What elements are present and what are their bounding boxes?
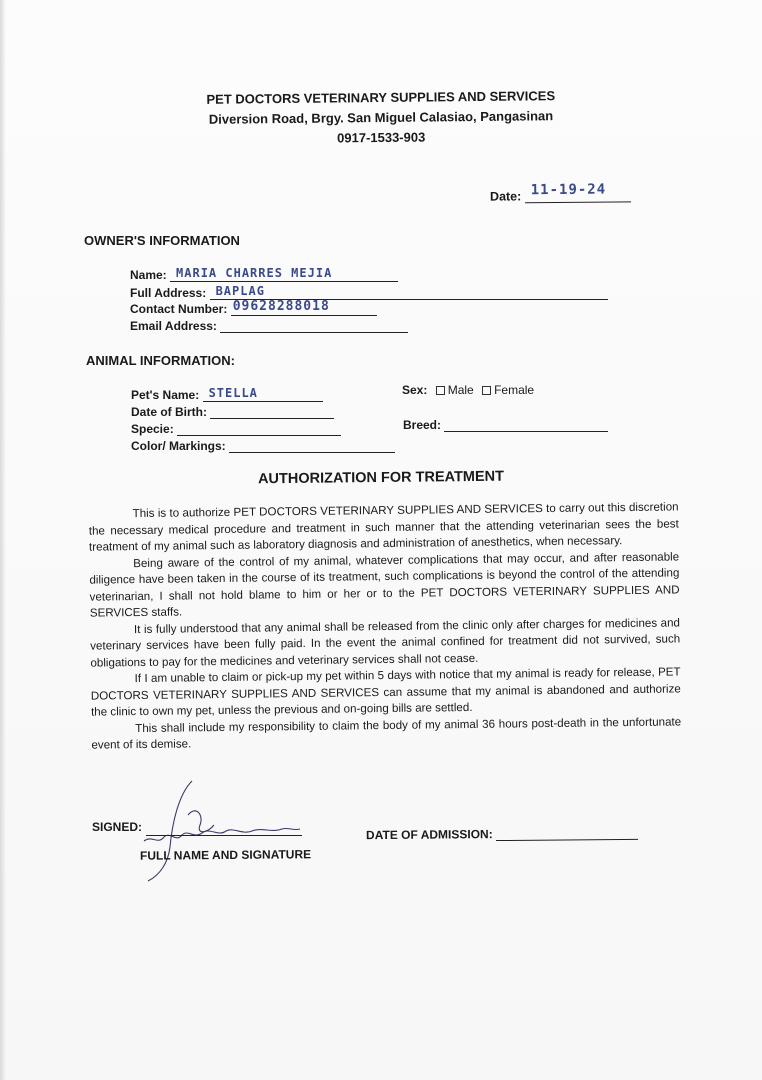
color-markings-field[interactable] [131, 438, 395, 453]
authorization-paragraph: This is to authorize PET DOCTORS VETERINARY SUPPLIES AND SERVICES to carry out this discretion the necessary medical procedure and treatment in such manner that the attending veterinarian sees the best treatment of my animal such as laboratory diagnosis and administration of anesthetics, when necessary. [88, 500, 679, 554]
owner-contact-value: 09628288018 [232, 299, 330, 314]
owner-address-label: Full Address: [130, 286, 207, 300]
date-value: 11-19-24 [530, 181, 607, 199]
company-phone: 0917-1533-903 [337, 129, 426, 146]
pet-name-label: Pet's Name: [131, 388, 200, 402]
authorization-title: AUTHORIZATION FOR TREATMENT [257, 468, 505, 488]
date-line [525, 181, 631, 203]
specie-field[interactable] [131, 421, 341, 436]
authorization-paragraph: If I am unable to claim or pick-up my pet within 5 days with notice that my animal is ready for release, PET DOCTORS VETERINARY SUPPLIES AND SERVICES can assume that my animal is abandoned and authorize the clinic to own my pet, unless the previous and on-going bills are settled. [90, 665, 681, 719]
sex-field [402, 383, 534, 397]
admission-line [496, 825, 638, 841]
authorization-body [89, 499, 682, 754]
owner-name-label: Name: [130, 268, 167, 282]
owner-section-title: OWNER'S INFORMATION [84, 233, 240, 248]
scan-edge-shadow [0, 0, 6, 1080]
owner-email-field[interactable] [130, 318, 408, 333]
animal-section-title: ANIMAL INFORMATION: [86, 353, 235, 368]
female-label: Female [494, 383, 535, 397]
owner-contact-field[interactable] [130, 301, 377, 316]
authorization-paragraph: Being aware of the control of my animal, whatever complications that may occur, and after reasonable diligence have been taken in the course of its treatment, such complications is beyond the control of the attending veterinarian, I shall not hold blame to him or her or to the PET DOCTORS VETERINARY SUPPLIES AND SERVICES staffs. [89, 549, 680, 620]
breed-field[interactable] [403, 417, 608, 432]
male-checkbox[interactable] [436, 386, 445, 395]
color-markings-line [229, 438, 395, 453]
owner-email-label: Email Address: [130, 319, 217, 333]
company-address: Diversion Road, Brgy. San Miguel Calasiao, Pangasinan [208, 108, 554, 127]
sex-label: Sex: [402, 383, 428, 397]
owner-address-line [210, 285, 608, 300]
signature-field[interactable] [92, 818, 302, 836]
pet-name-value: STELLA [208, 386, 258, 400]
owner-address-field[interactable] [130, 285, 608, 300]
dob-label: Date of Birth: [131, 405, 207, 419]
owner-address-value: BAPLAG [215, 284, 265, 298]
breed-line [444, 417, 608, 432]
authorization-paragraph: This shall include my responsibility to claim the body of my animal 36 hours post-death in the unfortunate event of its demise. [91, 714, 682, 752]
date-of-admission-field[interactable] [366, 825, 638, 842]
color-markings-label: Color/ Markings: [131, 439, 226, 453]
authorization-paragraph: It is fully understood that any animal shall be released from the clinic only after charges for medicines and veterinary services have been fully paid. In the event the animal confined for treatment did not survived, such obligations to pay for the medicines and veterinary services shall not cease. [90, 615, 681, 670]
pet-name-field[interactable] [131, 387, 323, 402]
admission-label: DATE OF ADMISSION: [365, 827, 493, 843]
owner-contact-label: Contact Number: [130, 302, 228, 316]
male-label: Male [447, 383, 474, 397]
full-name-signature-label: FULL NAME AND SIGNATURE [139, 847, 312, 863]
owner-name-line [170, 267, 398, 282]
specie-line [177, 421, 341, 436]
dob-line [210, 404, 334, 419]
company-name: PET DOCTORS VETERINARY SUPPLIES AND SERVICES [206, 88, 556, 107]
date-field[interactable] [489, 181, 631, 204]
owner-name-value: MARIA CHARRES MEJIA [176, 266, 333, 280]
owner-name-field[interactable] [130, 267, 398, 282]
breed-label: Breed: [403, 418, 442, 432]
dob-field[interactable] [131, 404, 334, 419]
signature-line [146, 821, 302, 836]
form-header [0, 84, 762, 152]
pet-name-line [203, 387, 323, 402]
female-checkbox[interactable] [482, 386, 491, 395]
date-label: Date: [489, 189, 522, 204]
specie-label: Specie: [131, 422, 174, 436]
owner-contact-line [231, 301, 377, 316]
owner-email-line [220, 318, 408, 333]
signed-label: SIGNED: [92, 820, 143, 834]
